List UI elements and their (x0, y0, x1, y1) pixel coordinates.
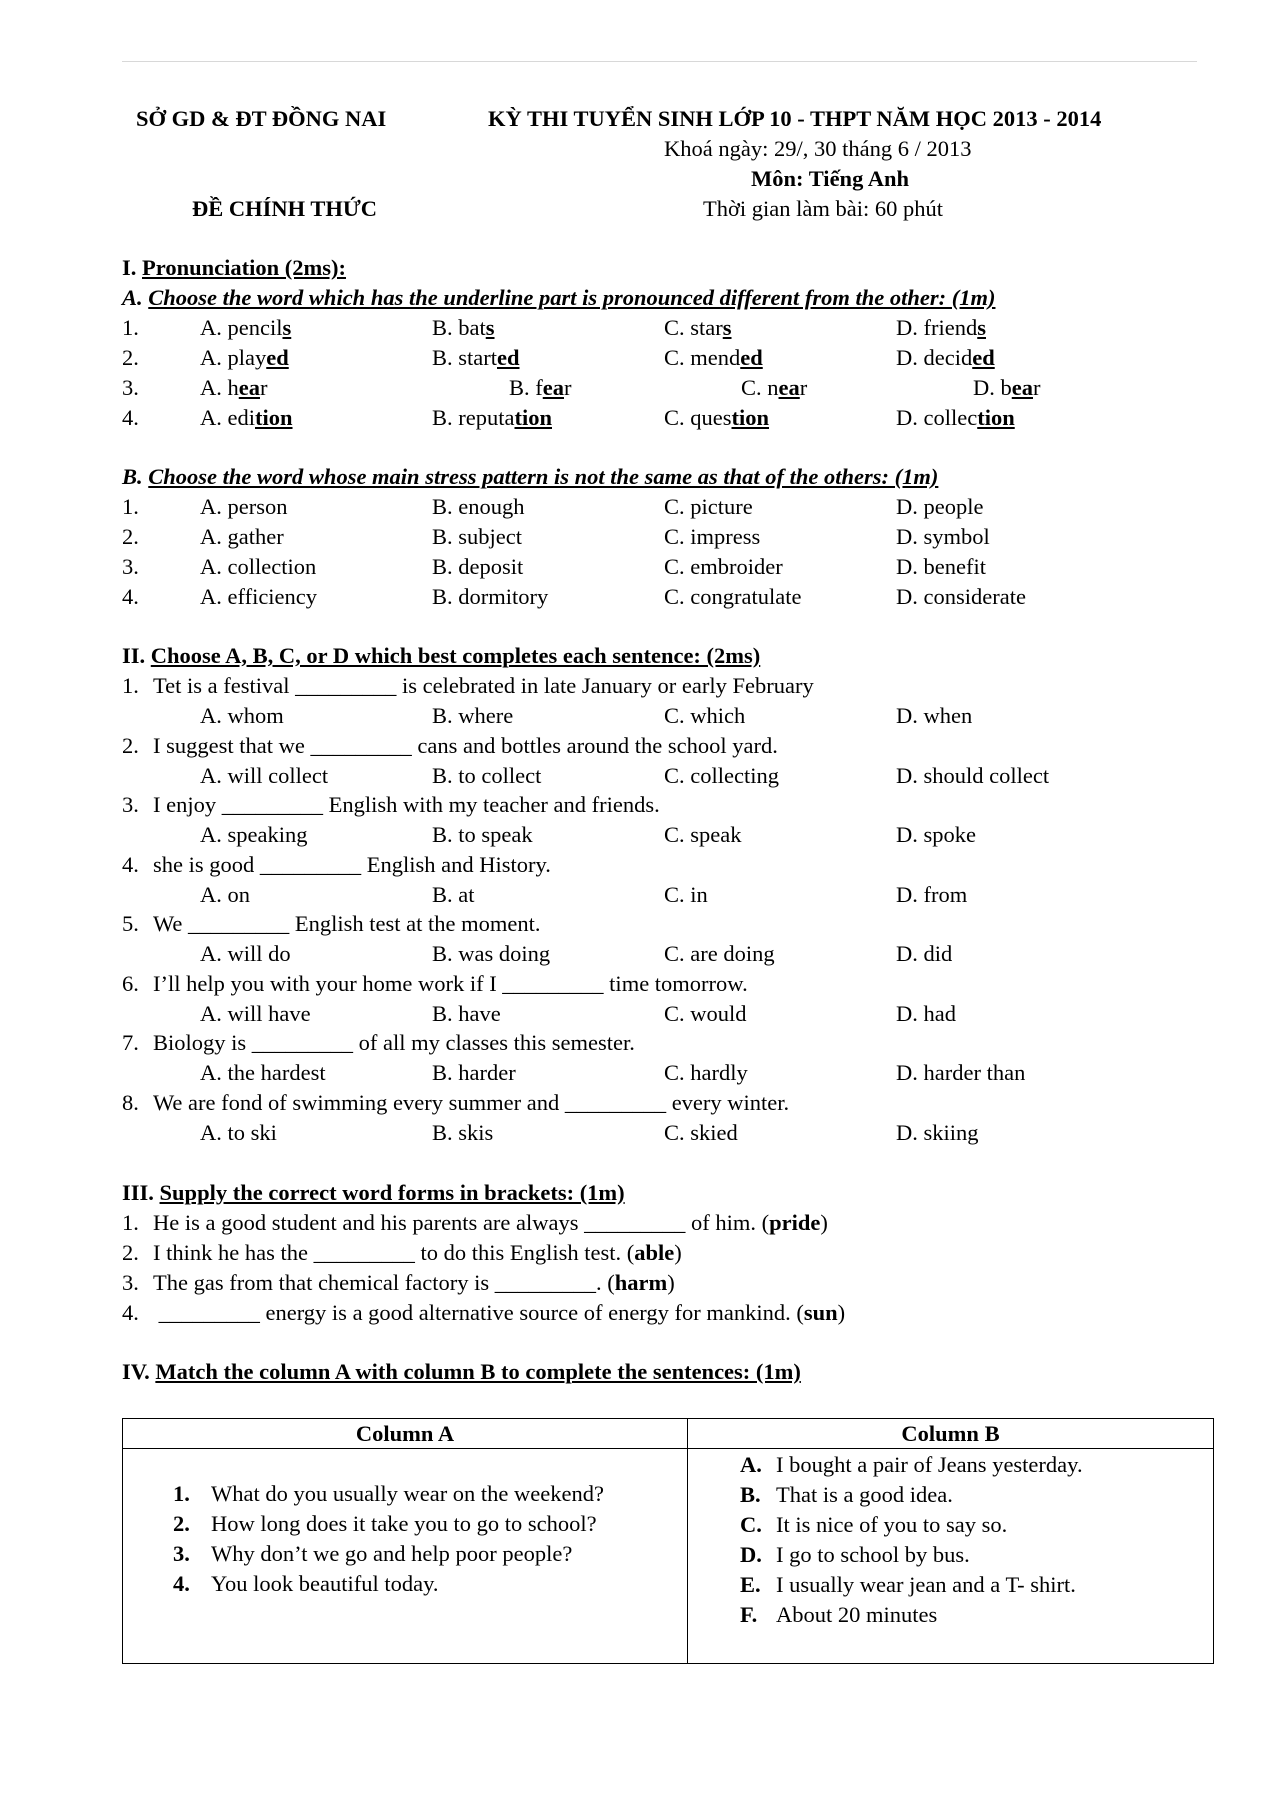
answer-options (122, 1058, 1212, 1088)
underlined-part: s (722, 315, 732, 340)
section-number: II. (122, 643, 146, 668)
stress-item (122, 522, 1212, 552)
answer-options (122, 701, 1212, 731)
column-a-item (123, 1569, 687, 1599)
part-title: Choose the word whose main stress pattern is not the same as that of the others: (1m) (148, 464, 939, 489)
option-prefix: A. h (200, 375, 239, 400)
column-b-item (689, 1600, 1212, 1630)
item-text: About 20 minutes (776, 1602, 938, 1627)
option (432, 313, 495, 343)
option (200, 343, 289, 373)
question-text: We are fond of swimming every summer and _________ every winter. (153, 1089, 790, 1115)
underlined-part: ea (542, 375, 564, 400)
question (122, 850, 551, 880)
option: B. deposit (432, 554, 524, 579)
question-number: 4. (122, 1300, 139, 1325)
option: B. enough (432, 494, 525, 519)
underlined-part: s (977, 315, 986, 340)
option-prefix: D. b (973, 375, 1012, 400)
column-a-item (123, 1479, 687, 1509)
item-key: B. (740, 1482, 761, 1507)
item-number: 4. (122, 584, 139, 609)
question (122, 671, 814, 701)
question-text: she is good _________ English and History. (153, 851, 551, 877)
option (200, 403, 293, 433)
item-key: 4. (173, 1571, 190, 1596)
underlined-part: ed (740, 345, 763, 370)
item-text: How long does it take you to go to school? (211, 1511, 597, 1536)
option: D. people (896, 494, 984, 519)
option: C. congratulate (664, 584, 802, 609)
question-text: Biology is _________ of all my classes this semester. (153, 1030, 635, 1055)
question-number: 8. (122, 1089, 139, 1115)
section-title: Pronunciation (2ms): (142, 255, 346, 280)
underlined-part: ed (266, 345, 289, 370)
item-number: 1. (122, 494, 139, 519)
option: D. considerate (896, 584, 1026, 609)
option: B. to collect (432, 762, 542, 788)
top-rule (122, 61, 1197, 62)
column-b-item (689, 1510, 1212, 1540)
question-text: Tet is a festival _________ is celebrated in late January or early February (153, 673, 814, 698)
part-title: Choose the word which has the underline part is pronounced different from the other: (1m) (148, 285, 996, 310)
option-prefix: A. edi (200, 405, 255, 430)
question-number: 5. (122, 911, 139, 936)
word-form-question (122, 1238, 682, 1268)
part-label: B. (122, 464, 143, 489)
option (973, 373, 1041, 403)
underlined-part: ea (1011, 375, 1033, 400)
question (122, 790, 660, 820)
question-number: 3. (122, 792, 139, 817)
question-text: I enjoy _________ English with my teacher and friends. (153, 792, 660, 817)
column-b-item (689, 1480, 1212, 1510)
item-text: It is nice of you to say so. (776, 1512, 1008, 1537)
option: D. when (896, 703, 973, 728)
option: A. person (200, 494, 288, 519)
underlined-part: ea (238, 375, 260, 400)
underlined-part: ea (778, 375, 800, 400)
option: B. at (432, 881, 475, 907)
option (509, 373, 572, 403)
item-text: I bought a pair of Jeans yesterday. (776, 1452, 1083, 1477)
option-suffix: r (1033, 375, 1041, 400)
option: A. efficiency (200, 584, 318, 609)
question (122, 1028, 635, 1058)
column-b-item (689, 1450, 1212, 1480)
item-number: 2. (122, 524, 139, 549)
option (896, 313, 986, 343)
question-text: I think he has the _________ to do this English test. ( (153, 1240, 635, 1265)
item-key: 1. (173, 1481, 190, 1506)
stress-item (122, 582, 1212, 612)
item-text: I usually wear jean and a T- shirt. (776, 1572, 1076, 1597)
option: C. collecting (664, 762, 779, 788)
item-text: That is a good idea. (776, 1482, 953, 1507)
item-key: E. (740, 1572, 761, 1597)
option (741, 373, 807, 403)
option: C. impress (664, 524, 761, 549)
part-label: A. (122, 285, 143, 310)
item-key: 3. (173, 1541, 190, 1566)
option: B. skis (432, 1119, 494, 1145)
option: B. subject (432, 524, 522, 549)
option-suffix: r (564, 375, 572, 400)
option (664, 403, 769, 433)
question-number: 1. (122, 1210, 139, 1235)
option: A. will do (200, 941, 291, 966)
option-suffix: r (799, 375, 808, 400)
bracket-word: able (634, 1240, 675, 1265)
pronunciation-item (122, 313, 1212, 343)
section-title: Supply the correct word forms in brackets: (1m) (159, 1180, 625, 1205)
column-a-item (123, 1509, 687, 1539)
question-text: We _________ English test at the moment. (153, 911, 541, 936)
option-prefix: B. f (509, 375, 543, 400)
option-prefix: B. start (432, 345, 497, 370)
column-b-item (689, 1570, 1212, 1600)
bracket-close: ) (820, 1210, 828, 1235)
item-key: C. (740, 1512, 762, 1537)
item-number: 3. (122, 554, 139, 579)
item-key: A. (740, 1452, 762, 1477)
question-number: 4. (122, 851, 139, 877)
part-a-heading (122, 283, 995, 313)
option: D. benefit (896, 554, 986, 579)
item-text: I go to school by bus. (776, 1542, 970, 1567)
bracket-word: sun (803, 1300, 838, 1325)
option-prefix: C. star (664, 315, 723, 340)
option-prefix: D. decid (896, 345, 973, 370)
section-3-heading (122, 1178, 625, 1208)
column-b-cell (688, 1449, 1214, 1664)
question (122, 969, 748, 999)
section-number: I. (122, 255, 137, 280)
option: B. have (432, 1000, 501, 1026)
option-prefix: D. friend (896, 315, 978, 340)
question-number: 1. (122, 673, 139, 698)
option: A. speaking (200, 822, 308, 847)
section-number: IV. (122, 1359, 150, 1384)
stress-item (122, 552, 1212, 582)
option: D. harder than (896, 1060, 1026, 1085)
item-key: F. (740, 1602, 758, 1627)
option (896, 343, 995, 373)
answer-options (122, 1118, 1212, 1148)
subject: Môn: Tiếng Anh (751, 166, 909, 191)
word-form-question (122, 1208, 828, 1238)
column-a-item (123, 1539, 687, 1569)
option-prefix: B. bat (432, 315, 486, 340)
option: A. the hardest (200, 1060, 326, 1085)
bracket-close: ) (674, 1240, 682, 1265)
option: D. should collect (896, 762, 1050, 788)
question-text: I suggest that we _________ cans and bottles around the school yard. (153, 732, 778, 758)
option: C. which (664, 703, 746, 728)
underlined-part: tion (731, 405, 770, 430)
part-b-heading (122, 462, 938, 492)
item-number: 4. (122, 405, 139, 430)
section-number: III. (122, 1180, 154, 1205)
item-number: 2. (122, 345, 139, 370)
underlined-part: s (282, 315, 292, 340)
option-prefix: B. reputa (432, 405, 515, 430)
option: C. embroider (664, 554, 783, 579)
option (200, 313, 291, 343)
section-2-heading (122, 641, 760, 671)
question-number: 3. (122, 1270, 139, 1295)
option: C. picture (664, 494, 753, 519)
option: C. hardly (664, 1060, 748, 1085)
option: B. where (432, 703, 514, 728)
option: A. will collect (200, 762, 329, 788)
section-4-heading (122, 1357, 801, 1387)
bracket-word: pride (769, 1210, 821, 1235)
option-prefix: D. collec (896, 405, 978, 430)
option (432, 343, 520, 373)
column-a-header: Column A (123, 1419, 688, 1449)
option (432, 403, 552, 433)
item-key: D. (740, 1542, 762, 1567)
option: C. are doing (664, 941, 775, 966)
word-form-question (122, 1268, 675, 1298)
option-prefix: A. play (200, 345, 267, 370)
question-number: 2. (122, 732, 139, 758)
pronunciation-item (122, 403, 1212, 433)
question-text: I’ll help you with your home work if I _________ time tomorrow. (153, 970, 748, 996)
answer-options (122, 999, 1212, 1029)
option: C. would (664, 1000, 747, 1026)
option: D. symbol (896, 524, 990, 549)
column-b-header: Column B (688, 1419, 1214, 1449)
duration: Thời gian làm bài: 60 phút (703, 196, 943, 221)
option: B. harder (432, 1060, 516, 1085)
option-prefix: C. n (741, 375, 779, 400)
option: A. gather (200, 524, 284, 549)
column-b-item (689, 1540, 1212, 1570)
column-a-cell (123, 1449, 688, 1664)
item-text: What do you usually wear on the weekend? (211, 1481, 604, 1506)
answer-options (122, 939, 1212, 969)
option: B. was doing (432, 941, 551, 966)
underlined-part: tion (977, 405, 1015, 430)
option: A. will have (200, 1000, 311, 1026)
word-form-question (122, 1298, 845, 1328)
option-prefix: A. pencil (200, 315, 283, 340)
option (896, 403, 1015, 433)
bracket-close: ) (837, 1300, 846, 1325)
question-number: 2. (122, 1240, 139, 1265)
option-suffix: r (260, 375, 268, 400)
underlined-part: ed (497, 345, 520, 370)
option (664, 313, 732, 343)
underlined-part: ed (972, 345, 995, 370)
stress-item (122, 492, 1212, 522)
item-text: You look beautiful today. (211, 1571, 439, 1596)
pronunciation-item (122, 343, 1212, 373)
underlined-part: tion (255, 405, 293, 430)
option: A. to ski (200, 1119, 277, 1145)
bracket-close: ) (667, 1270, 675, 1295)
option (200, 373, 268, 403)
section-title: Choose A, B, C, or D which best completes each sentence: (2ms) (150, 643, 761, 668)
exam-date: Khoá ngày: 29/, 30 tháng 6 / 2013 (664, 136, 972, 161)
option (664, 343, 763, 373)
question-number: 7. (122, 1030, 139, 1055)
option: D. spoke (896, 822, 976, 847)
item-number: 3. (122, 375, 139, 400)
option: D. from (896, 881, 968, 907)
option: B. dormitory (432, 584, 549, 609)
option: A. collection (200, 554, 317, 579)
question-text: The gas from that chemical factory is _________. ( (153, 1270, 615, 1295)
question (122, 909, 541, 939)
department-name: SỞ GD & ĐT ĐỒNG NAI (136, 106, 387, 131)
option: C. in (664, 881, 708, 907)
exam-title: KỲ THI TUYỂN SINH LỚP 10 - THPT NĂM HỌC 2013 - 2014 (488, 106, 1102, 131)
option: C. speak (664, 822, 742, 847)
question (122, 1088, 789, 1118)
option: D. did (896, 941, 953, 966)
official-label: ĐỀ CHÍNH THỨC (192, 196, 378, 221)
answer-options (122, 761, 1212, 791)
pronunciation-item (122, 373, 1212, 403)
option: B. to speak (432, 822, 533, 847)
item-key: 2. (173, 1511, 190, 1536)
option: A. whom (200, 703, 284, 728)
underlined-part: s (485, 315, 495, 340)
question (122, 731, 778, 761)
question-text: _________ energy is a good alternative source of energy for mankind. ( (158, 1300, 804, 1325)
matching-table (122, 1418, 1214, 1664)
option-prefix: C. ques (664, 405, 732, 430)
option-prefix: C. mend (664, 345, 741, 370)
item-text: Why don’t we go and help poor people? (211, 1541, 573, 1566)
question-text: He is a good student and his parents are always _________ of him. ( (153, 1210, 770, 1235)
question-number: 6. (122, 970, 139, 996)
section-1-heading (122, 253, 346, 283)
option: D. had (896, 1000, 956, 1026)
item-number: 1. (122, 315, 139, 340)
answer-options (122, 880, 1212, 910)
bracket-word: harm (614, 1270, 668, 1295)
underlined-part: tion (514, 405, 552, 430)
option: C. skied (664, 1119, 738, 1145)
option: A. on (200, 881, 250, 907)
option: D. skiing (896, 1119, 979, 1145)
section-title: Match the column A with column B to complete the sentences: (1m) (155, 1359, 801, 1384)
answer-options (122, 820, 1212, 850)
